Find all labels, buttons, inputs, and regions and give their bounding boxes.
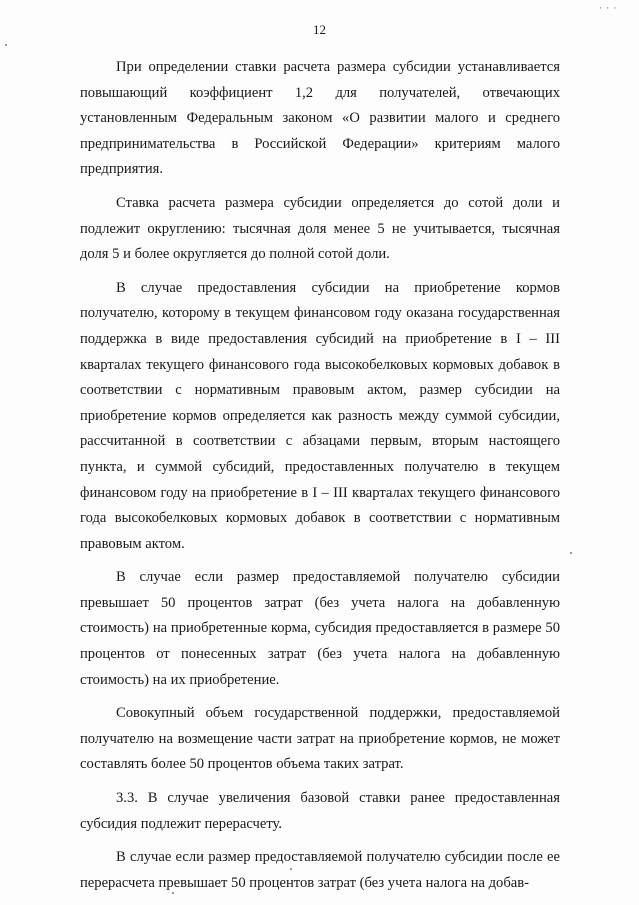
page-number: 12 — [313, 22, 326, 37]
paragraph: 3.3. В случае увеличения базовой ставки ранее предоставленная субсидия подлежит перерасчету. — [80, 790, 560, 832]
paragraph: В случае если размер предоставляемой получателю субсидии после ее перерасчета превышает 50 процентов затрат (без учета налога на добав- — [80, 849, 560, 891]
scan-artifact — [570, 552, 572, 554]
scan-artifact: · · · — [599, 3, 618, 13]
document-body — [80, 55, 560, 904]
paragraph: Ставка расчета размера субсидии определяется до сотой доли и подлежит округлению: тысячная доля менее 5 не учитывается, тысячная доля 5 и более округляется до полной сотой доли. — [80, 194, 560, 263]
paragraph: При определении ставки расчета размера субсидии устанавливается повышающий коэффициент 1,2 для получателей, отвечающих установленным Федеральным законом «О развитии малого и среднего предпринимательства в Российской Федерации» критериям малого предприятия. — [80, 59, 560, 178]
scan-artifact — [5, 44, 7, 46]
paragraph: Совокупный объем государственной поддержки, предоставляемой получателю на возмещение части затрат на приобретение кормов, не может составлять более 50 процентов объема таких затрат. — [80, 705, 560, 773]
paragraph: В случае если размер предоставляемой получателю субсидии превышает 50 процентов затрат (без учета налога на добавленную стоимость) на приобретенные корма, субсидия предоставляется в размере 50 процентов от понесенных затрат (без учета налога на добавленную стоимость) на их приобретение. — [80, 569, 560, 688]
paragraph: В случае предоставления субсидии на приобретение кормов получателю, которому в текущем финансовом году оказана государственная поддержка в виде предоставления субсидий на приобретение в I – III кварталах текущего финансового года высокобелковых кормовых добавок в соответствии с нормативным правовым актом, размер субсидии на приобретение кормов определяется как разность между суммой субсидии, рассчитанной в соответствии с абзацами первым, вторым настоящего пункта, и суммой субсидий, предоставленных получателю в текущем финансовом году на приобретение в I – III кварталах текущего финансового года высокобелковых кормовых добавок в соответствии с нормативным правовым актом. — [80, 279, 560, 552]
